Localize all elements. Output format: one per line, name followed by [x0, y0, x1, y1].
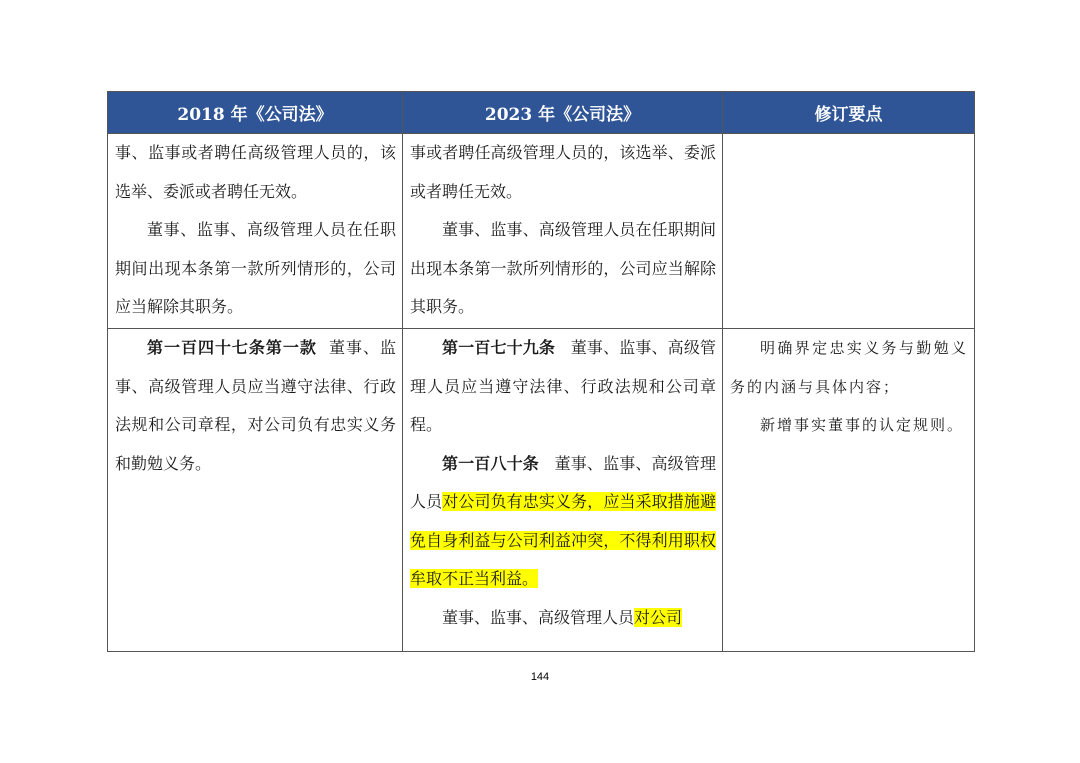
- article-text: 董事、监事、高级管理人员应当遵守法律、行政法规和公司章程，对公司负有忠实义务和勤勉义务。: [115, 338, 396, 473]
- paragraph: [410, 329, 716, 445]
- paragraph: 事或者聘任高级管理人员的，该选举、委派或者聘任无效。: [410, 143, 716, 201]
- article-text: 董事、监事、高级管理人员应当遵守法律、行政法规和公司章程。: [410, 338, 716, 434]
- cell-2023-law: [403, 134, 723, 329]
- article-text: 董事、监事、高级管理人员: [442, 607, 635, 627]
- paragraph: 事、监事或者聘任高级管理人员的，该选举、委派或者聘任无效。: [115, 143, 396, 201]
- highlighted-text: 对公司负有忠实义务，应当采取措施避免自身利益与公司利益冲突，不得利用职权牟取不正当利益。: [410, 492, 716, 588]
- paragraph: [410, 445, 716, 599]
- cell-2023-law: [403, 329, 723, 652]
- article-number: 第一百四十七条第一款: [147, 338, 317, 357]
- paragraph: [410, 599, 716, 638]
- header-2018-law: 2018 年《公司法》: [108, 92, 403, 134]
- comparison-table: [107, 91, 975, 652]
- article-number: 第一百八十条: [442, 453, 539, 473]
- article-number: 第一百七十九条: [442, 338, 556, 357]
- article-text: 董事、监事、高级管理人员: [410, 453, 716, 511]
- header-2023-law: 2023 年《公司法》: [403, 92, 723, 134]
- table-row: [108, 134, 975, 329]
- paragraph: 董事、监事、高级管理人员在任职期间出现本条第一款所列情形的，公司应当解除其职务。: [115, 220, 396, 316]
- cell-2018-law: [108, 134, 403, 329]
- paragraph: 董事、监事、高级管理人员在任职期间出现本条第一款所列情形的，公司应当解除其职务。: [410, 220, 716, 316]
- paragraph: [115, 329, 396, 483]
- table-row: [108, 329, 975, 652]
- highlighted-text: 对公司: [634, 607, 683, 627]
- cell-2018-law: [108, 329, 403, 652]
- cell-revision-points: [723, 134, 975, 329]
- header-revision-points: 修订要点: [723, 92, 975, 134]
- revision-point: 新增事实董事的认定规则。: [760, 416, 965, 434]
- page-number: 144: [530, 671, 550, 683]
- header-row: [108, 92, 975, 134]
- revision-point: 明确界定忠实义务与勤勉义务的内涵与具体内容；: [730, 339, 968, 396]
- cell-revision-points: [723, 329, 975, 652]
